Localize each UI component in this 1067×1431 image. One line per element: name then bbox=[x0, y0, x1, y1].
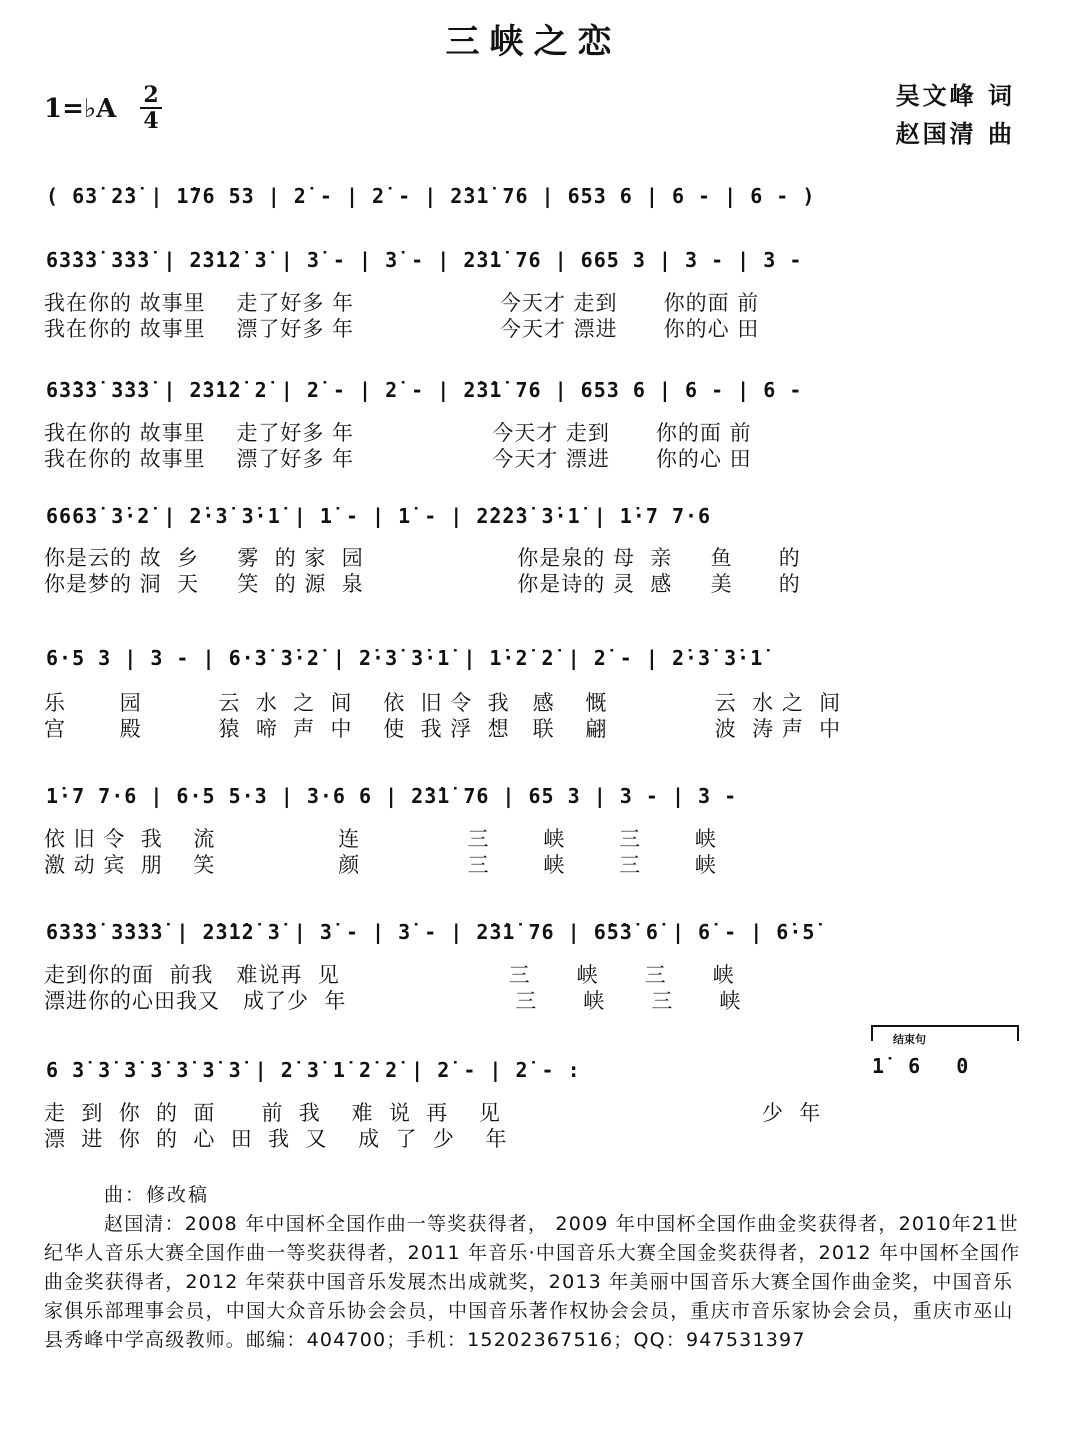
lyric-line-1: 走到你的面 前我 难说再 见 三 峡 三 峡 bbox=[44, 963, 735, 987]
ending-bracket bbox=[871, 1025, 1019, 1046]
time-sig-bottom: 4 bbox=[143, 108, 159, 134]
notation-line: 63̇3̇3̇ 3̇3̇3̇ | 2̇3̇1̇2̇ 2̇ | 2̇ - | 2̇ - | 2̇3̇1̇ 76 | 653 6 | 6 - | 6 - bbox=[46, 378, 803, 402]
key-signature: 1=♭A bbox=[44, 94, 117, 124]
lyric-line-2: 激 动 宾 朋 笑 颜 三 峡 三 峡 bbox=[44, 853, 717, 877]
lyric-line-1: 依 旧 令 我 流 连 三 峡 三 峡 bbox=[44, 827, 717, 851]
lyric-line-2: 漂进你的心田我又 成了少 年 三 峡 三 峡 bbox=[44, 989, 742, 1013]
lyric-line-1: 你是云的 故 乡 雾 的 家 园 你是泉的 母 亲 鱼 的 bbox=[44, 546, 801, 570]
revision-note: 曲：修改稿 bbox=[104, 1184, 210, 1206]
notation-line: 1̇·7 7·6 | 6·5 5·3 | 3·6 6 | 2̇3̇1̇ 76 | 65 3 | 3 - | 3 - bbox=[46, 784, 738, 808]
composer-credit: 赵国清 曲 bbox=[895, 119, 1015, 148]
staff-system-intro bbox=[46, 176, 1022, 234]
notation-line: 63̇3̇3̇ 3̇3̇3̇ | 2̇3̇1̇2̇ 3̇ | 3̇ - | 3̇ - | 2̇3̇1̇ 76 | 665 3 | 3 - | 3 - bbox=[46, 248, 803, 272]
lyric-line-2: 漂 进 你 的 心 田 我 又 成 了 少 年 bbox=[44, 1127, 508, 1151]
lyric-line-2: 我在你的 故事里 漂了好多 年 今天才 漂进 你的心 田 bbox=[44, 447, 752, 471]
lyric-line-1: 我在你的 故事里 走了好多 年 今天才 走到 你的面 前 bbox=[44, 421, 752, 445]
song-title: 三峡之恋 bbox=[445, 22, 622, 62]
notation-line: 6663̇ 3̇·2̇ | 2̇·3̇ 3̇·1̇ | 1̇ - | 1̇ - | 2̇2̇2̇3̇ 3̇·1̇ | 1̇·7 7·6 bbox=[46, 504, 712, 528]
composer-bio: 赵国清：2008 年中国杯全国作曲一等奖获得者， 2009 年中国杯全国作曲金奖获得者，2010年21世纪华人音乐大赛全国作曲一等奖获得者，2011 年音乐·中国音乐大赛全国金奖获得者，2012 年中国杯全国作曲金奖获得者，2012 年荣获中国音乐发展杰出成就奖，2013 年美丽中国音乐大赛全国作曲金奖，中国音乐家俱乐部理事会员，中国大众音乐协会会员，中国音乐著作权协会会员，重庆市音乐家协会会员，重庆市巫山县秀峰中学高级教师。邮编：404700；手机：15202367516；QQ：947531397 bbox=[44, 1213, 1021, 1351]
lyric-line-1: 走 到 你 的 面 前 我 难 说 再 见 少 年 bbox=[44, 1101, 822, 1125]
time-signature bbox=[140, 84, 162, 132]
notation-line: 6 3̇ 3̇ 3̇ 3̇ 3̇ 3̇ 3̇ | 2̇ 3̇ 1̇ 2̇ 2̇ | 2̇ - | 2̇ - : bbox=[46, 1058, 581, 1082]
lyricist-credit: 吴文峰 词 bbox=[895, 81, 1015, 110]
ending-notes: 1̇ 6 0 bbox=[872, 1054, 969, 1078]
ending-label: 结束句 bbox=[893, 1033, 926, 1046]
lyric-line-2: 宫 殿 猿 啼 声 中 使 我 浮 想 联 翩 波 涛 声 中 bbox=[44, 717, 842, 741]
notation-line: ( 63̇ 2̇3̇ | 1̇76 53 | 2̇ - | 2̇ - | 2̇3̇1̇ 76 | 653 6 | 6 - | 6 - ) bbox=[46, 184, 816, 208]
lyric-line-2: 你是梦的 洞 天 笑 的 源 泉 你是诗的 灵 感 美 的 bbox=[44, 572, 801, 596]
staff-system-chorus-2 bbox=[46, 638, 1022, 696]
lyric-line-1: 我在你的 故事里 走了好多 年 今天才 走到 你的面 前 bbox=[44, 291, 760, 315]
notation-line: 63̇3̇3̇ 3̇3̇3̇3̇ | 2̇3̇1̇2̇ 3̇ | 3̇ - | 3̇ - | 2̇3̇1̇ 76 | 6̇5̇3̇ 6̇ | 6̇ - | 6̇·5̇ bbox=[46, 920, 816, 944]
lyric-line-1: 乐 园 云 水 之 间 依 旧 令 我 感 慨 云 水 之 间 bbox=[44, 691, 842, 715]
lyric-line-2: 我在你的 故事里 漂了好多 年 今天才 漂进 你的心 田 bbox=[44, 317, 760, 341]
time-sig-top: 2 bbox=[143, 82, 159, 108]
notation-line: 6·5 3 | 3 - | 6·3̇ 3̇·2̇ | 2̇·3̇ 3̇·1̇ | 1̇·2̇ 2̇ | 2̇ - | 2̇·3̇ 3̇·1̇ bbox=[46, 646, 764, 670]
